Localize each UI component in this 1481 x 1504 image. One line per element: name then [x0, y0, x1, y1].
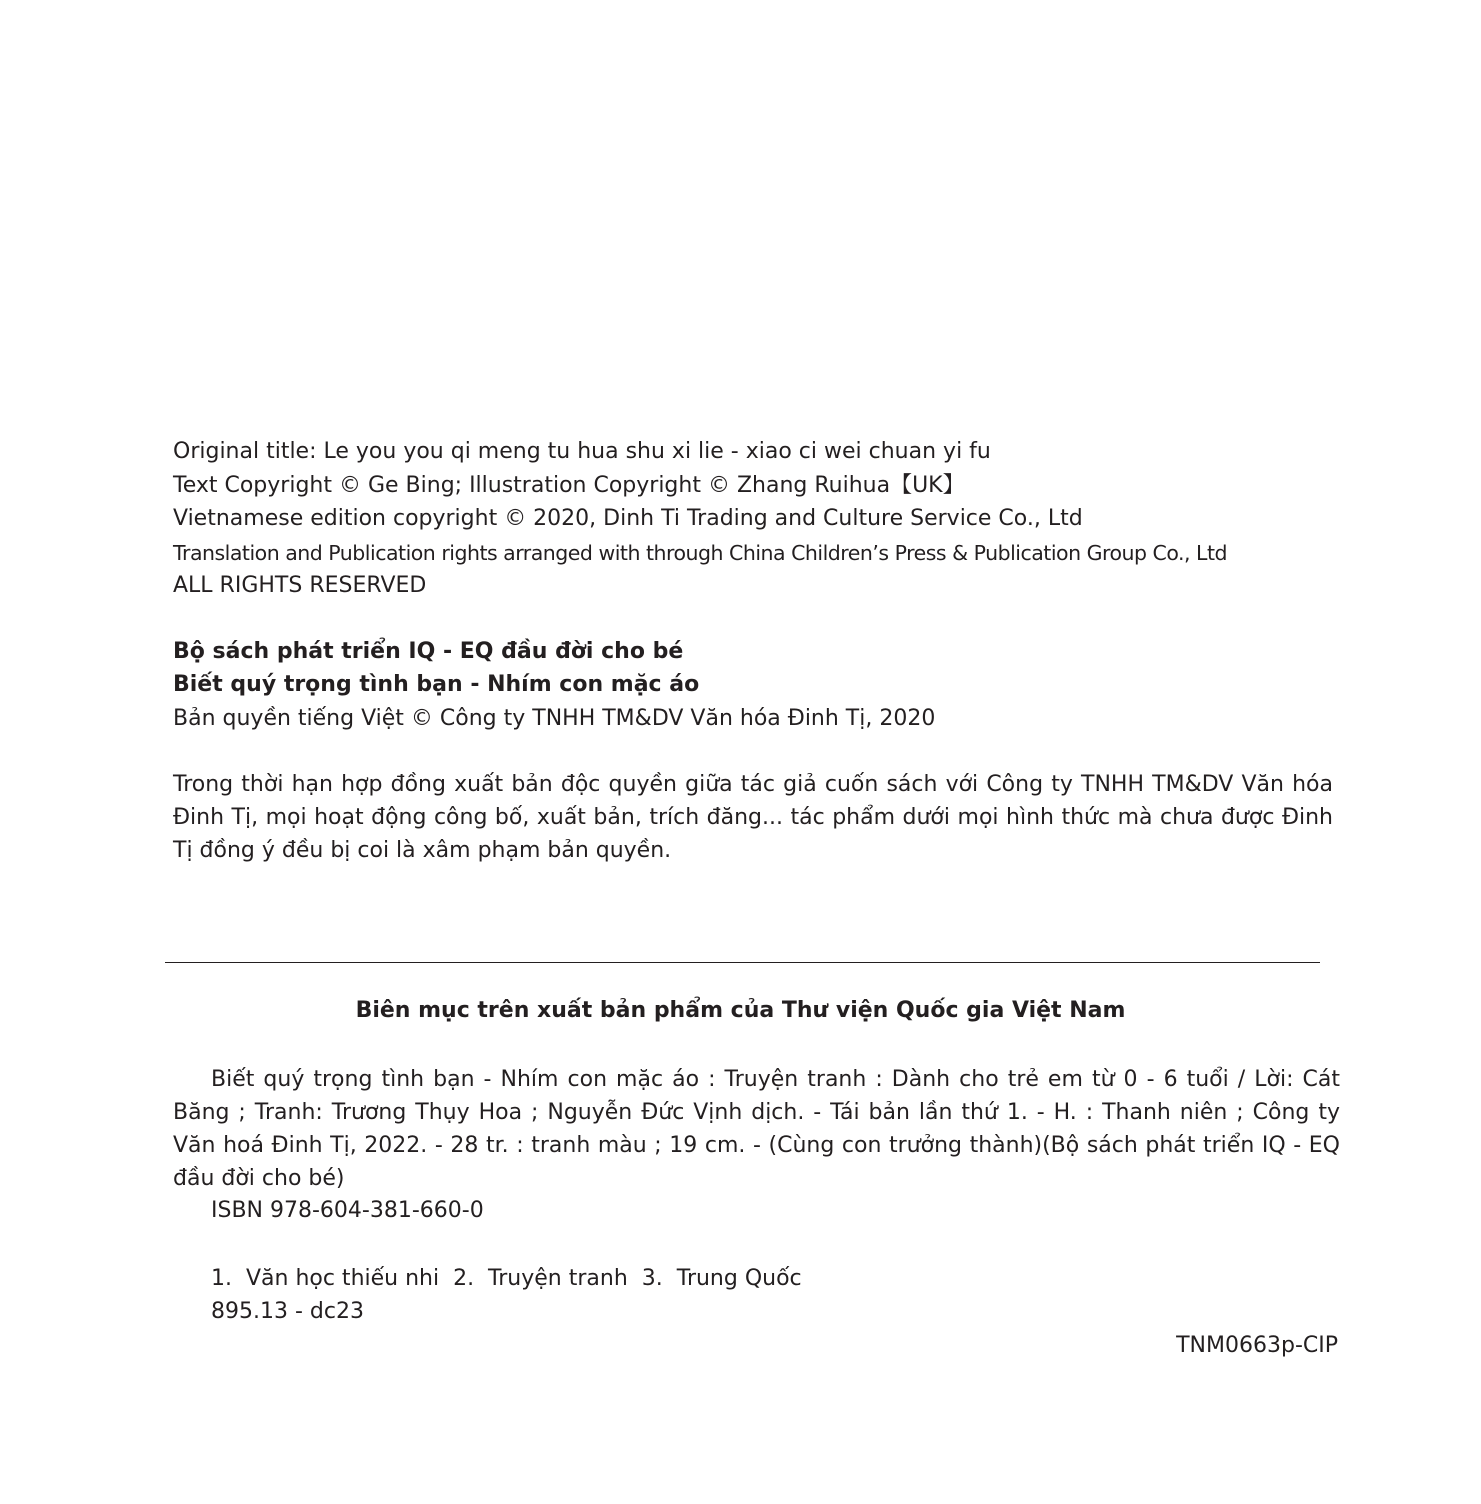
cip-heading: Biên mục trên xuất bản phẩm của Thư viện Quốc gia Việt Nam — [355, 998, 1126, 1023]
subjects-line: 1. Văn học thiếu nhi 2. Truyện tranh 3. Trung Quốc — [211, 1266, 802, 1291]
cip-entry: Biết quý trọng tình bạn - Nhím con mặc áo : Truyện tranh : Dành cho trẻ em từ 0 - 6 tuổi / Lời: Cát Băng ; Tranh: Trương Thụy Hoa ; Nguyễn Đức Vịnh dịch. - Tái bản lần thứ 1. - H. : Thanh niên ; Công ty Văn hoá Đinh Tị, 2022. - 28 tr. : tranh màu ; 19 cm. - (Cùng con trưởng thành)(Bộ sách phát triển IQ - EQ đầu đời cho bé) — [173, 1067, 1340, 1191]
book-title: Biết quý trọng tình bạn - Nhím con mặc áo — [173, 672, 700, 697]
translation-rights-line: Translation and Publication rights arranged with through China Children’s Press & Publication Group Co., Ltd — [173, 541, 1228, 565]
series-title: Bộ sách phát triển IQ - EQ đầu đời cho bé — [173, 639, 684, 664]
divider-rule — [165, 962, 1320, 963]
copyright-notice: Trong thời hạn hợp đồng xuất bản độc quyền giữa tác giả cuốn sách với Công ty TNHH TM&DV Văn hóa Đinh Tị, mọi hoạt động công bố, xuất bản, trích đăng... tác phẩm dưới mọi hình thức mà chưa được Đinh Tị đồng ý đều bị coi là xâm phạm bản quyền. — [173, 772, 1333, 863]
vietnamese-edition-line: Vietnamese edition copyright © 2020, Dinh Ti Trading and Culture Service Co., Ltd — [173, 506, 1083, 531]
vietnamese-copyright-line: Bản quyền tiếng Việt © Công ty TNHH TM&DV Văn hóa Đinh Tị, 2020 — [173, 706, 936, 731]
classification-line: 895.13 - dc23 — [211, 1299, 364, 1324]
isbn-line: ISBN 978-604-381-660-0 — [211, 1198, 484, 1223]
text-copyright-line: Text Copyright © Ge Bing; Illustration Copyright © Zhang Ruihua【UK】 — [173, 473, 965, 498]
original-title-line: Original title: Le you you qi meng tu hua shu xi lie - xiao ci wei chuan yi fu — [173, 439, 991, 464]
cip-code: TNM0663p-CIP — [1176, 1333, 1338, 1358]
rights-reserved-line: ALL RIGHTS RESERVED — [173, 573, 427, 598]
